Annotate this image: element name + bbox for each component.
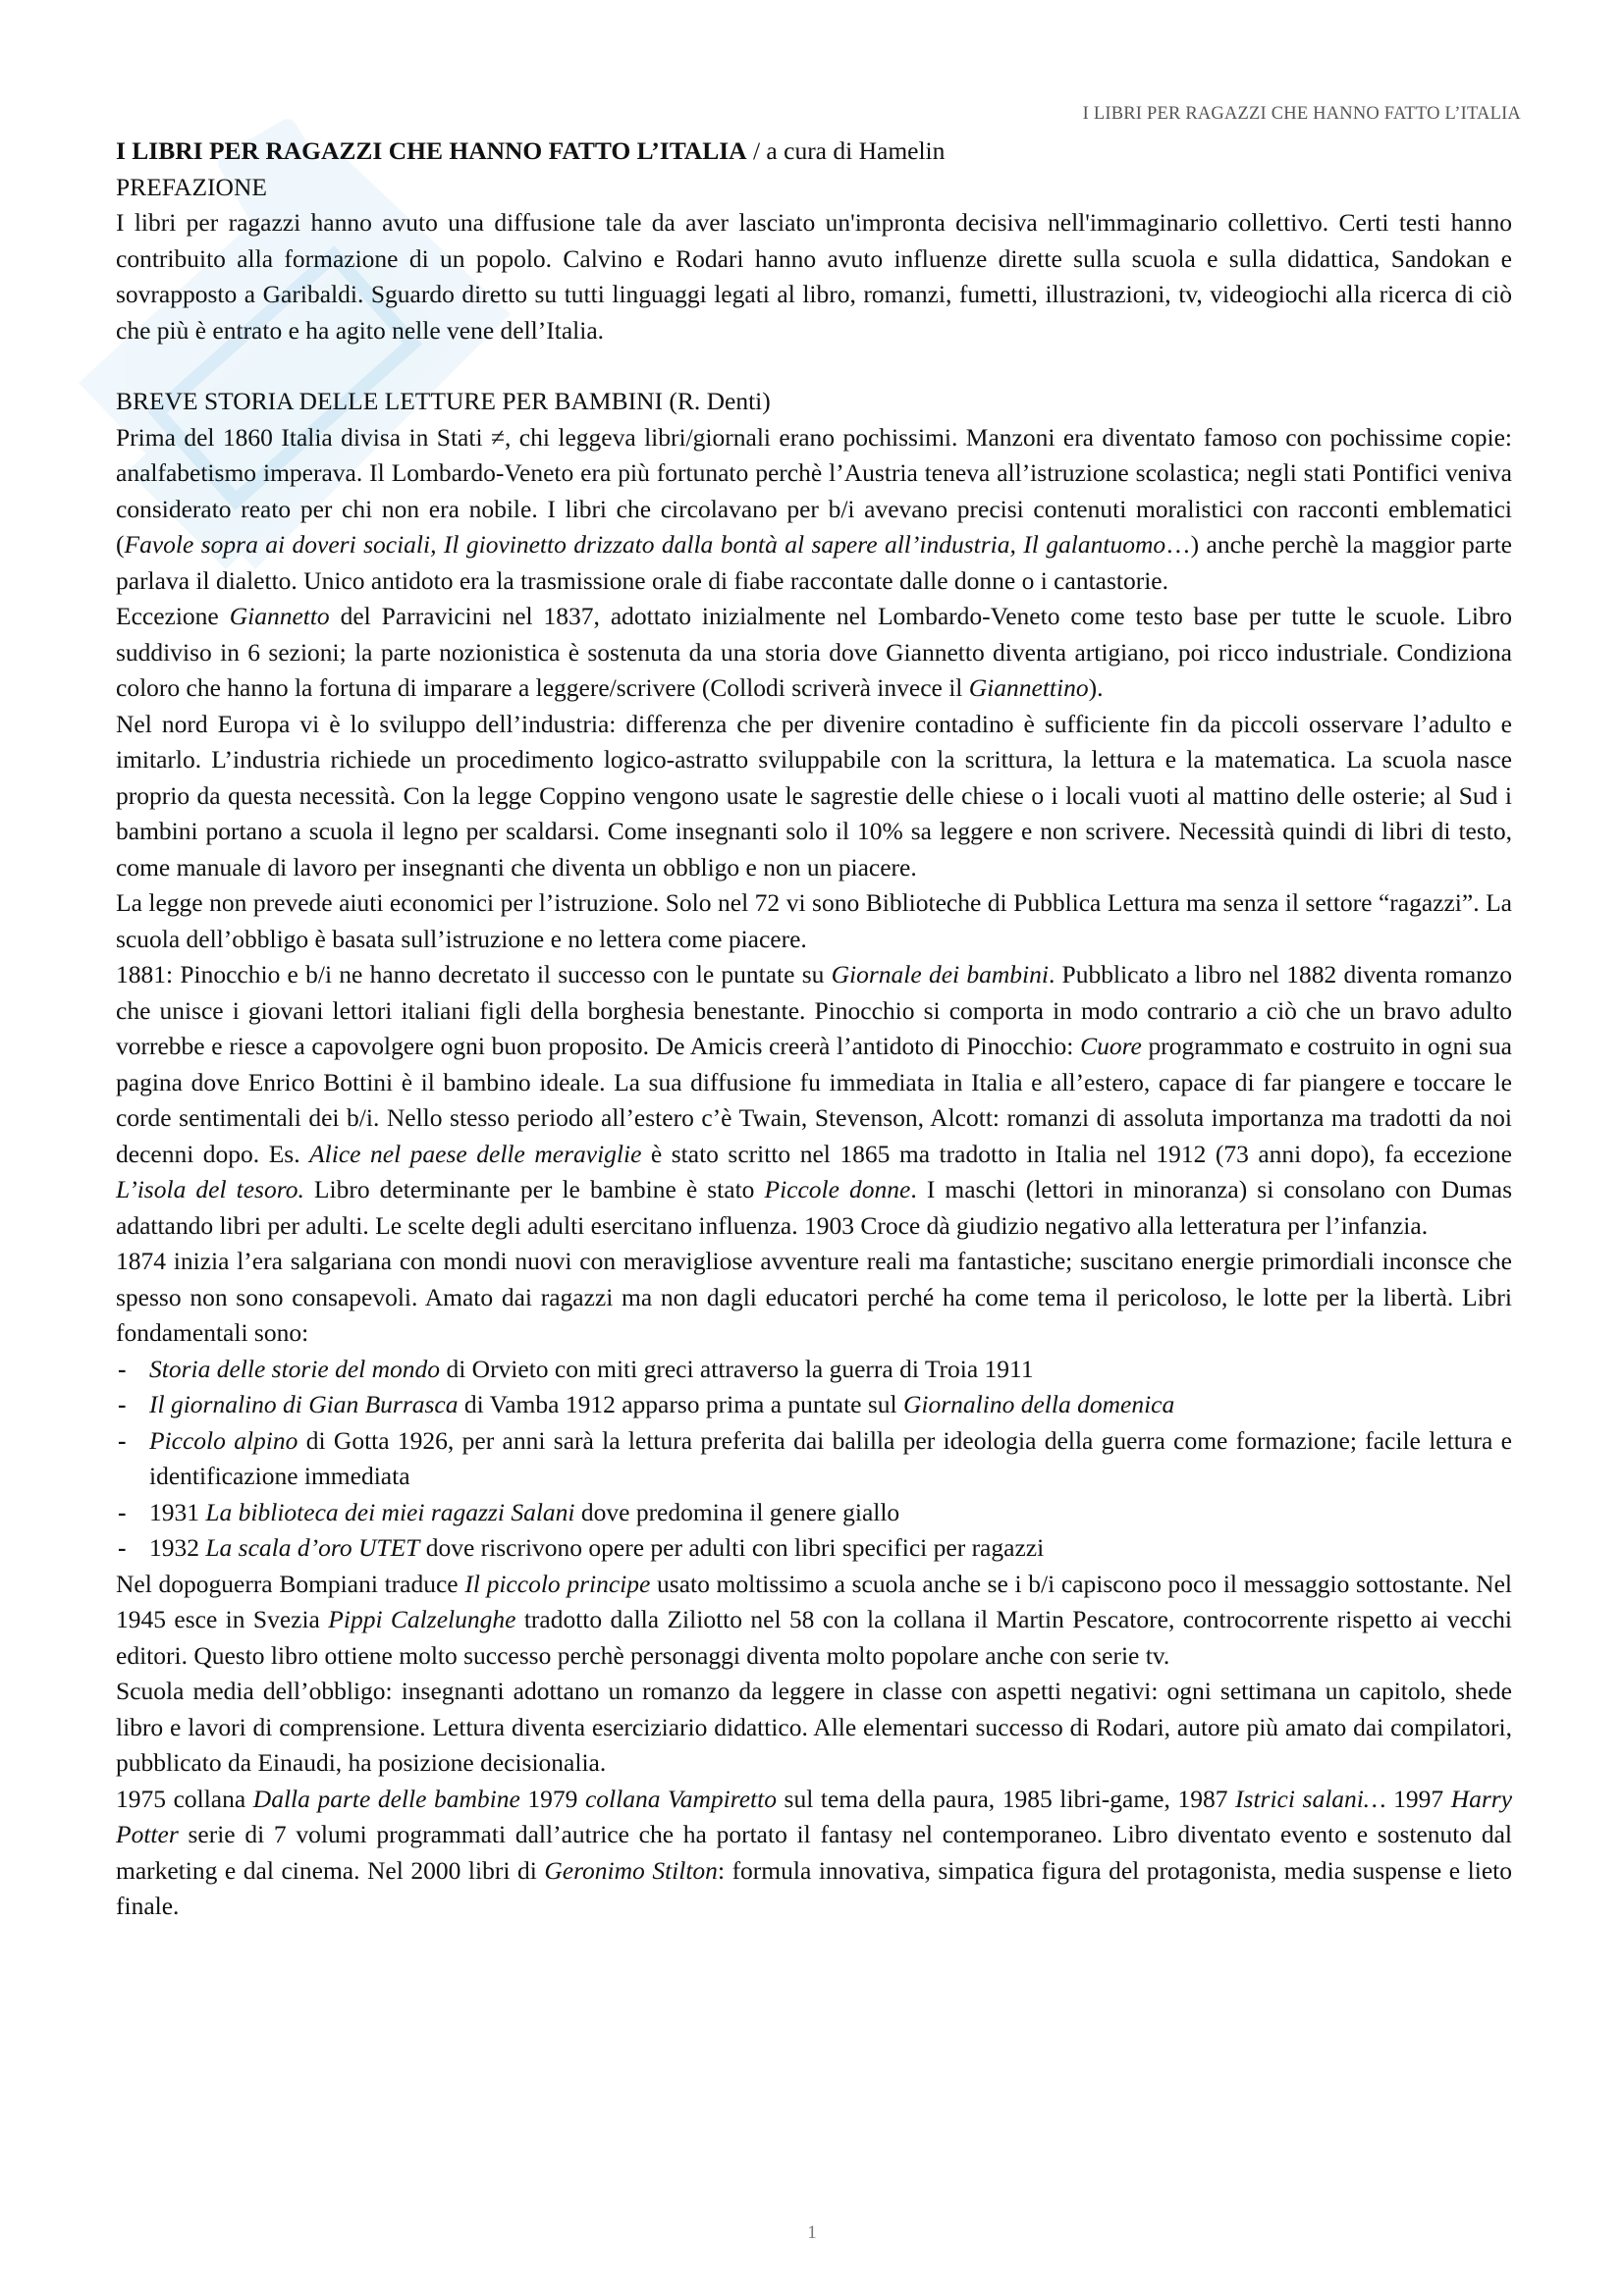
history-paragraph-9: 1975 collana Dalla parte delle bambine 1979 collana Vampiretto sul tema della paura, 1985 libri-game, 1987 Istrici salani… 1997 Harry Potter serie di 7 volumi programmati dall’autrice che ha portato il fantasy nel contemporaneo. Libro diventato evento e sostenuto dal marketing e dal cinema. Nel 2000 libri di Geronimo Stilton: formula innovativa, simpatica figura del protagonista, media suspense e lieto finale. [116,1784,1513,1920]
history-paragraph-3: Nel nord Europa vi è lo sviluppo dell’industria: differenza che per divenire contadino è sufficiente fin da piccoli osservare l’adulto e imitarlo. L’industria richiede un procedimento logico-astratto sviluppabile con la scrittura, la lettura e la matematica. La scuola nasce proprio da questa necessità. Con la legge Coppino vengono usate le sagrestie delle chiese o i locali vuoti al mattino delle osterie; al Sud i bambini portano a scuola il legno per scaldarsi. Come insegnanti solo il 10% sa leggere e non scrivere. Necessità quindi di libri di testo, come manuale di lavoro per insegnanti che diventa un obbligo e non un piacere. [116,709,1512,881]
document-body [116,133,1512,1925]
history-heading: BREVE STORIA DELLE LETTURE PER BAMBINI (R. Denti) [116,387,771,415]
preface-paragraph: I libri per ragazzi hanno avuto una diffusione tale da aver lasciato un'impronta decisiva nell'immaginario collettivo. Certi testi hanno contribuito alla formazione di un popolo. Calvino e Rodari hanno avuto influenze dirette sulla scuola e sulla didattica, Sandokan e sovrapposto a Garibaldi. Sguardo diretto su tutti linguaggi legati al libro, romanzi, fumetti, illustrazioni, tv, videogiochi alla ricerca di ciò che più è entrato e ha agito nelle vene dell’Italia. [116,208,1512,345]
running-header: I LIBRI PER RAGAZZI CHE HANNO FATTO L’ITALIA [1082,104,1521,124]
history-paragraph-7: Nel dopoguerra Bompiani traduce Il piccolo principe usato moltissimo a scuola anche se i b/i capiscono poco il messaggio sottostante. Nel 1945 esce in Svezia Pippi Calzelunghe tradotto dalla Ziliotto nel 58 con la collana il Martin Pescatore, controcorrente rispetto ai vecchi editori. Questo libro ottiene molto successo perchè personaggi diventa molto popolare anche con serie tv. [116,1569,1513,1670]
title-editor: / a cura di Hamelin [746,136,946,165]
history-paragraph-5: 1881: Pinocchio e b/i ne hanno decretato il successo con le puntate su Giornale dei bambini. Pubblicato a libro nel 1882 diventa romanzo che unisce i giovani lettori italiani figli della borghesia benestante. Pinocchio si comporta in modo contrario a ciò che un bravo adulto vorrebbe e riesce a capovolgere ogni buon proposito. De Amicis creerà l’antidoto di Pinocchio: Cuore programmato e costruito in ogni sua pagina dove Enrico Bottini è il bambino ideale. La sua diffusione fu immediata in Italia e all’estero, capace di far piangere e toccare le corde sentimentali dei b/i. Nello stesso periodo all’estero c’è Twain, Stevenson, Alcott: romanzi di assoluta importanza ma tradotti da noi decenni dopo. Es. Alice nel paese delle meraviglie è stato scritto nel 1865 ma tradotto in Italia nel 1912 (73 anni dopo), fa eccezione L’isola del tesoro. Libro determinante per le bambine è stato Piccole donne. I maschi (lettori in minoranza) si consolano con Dumas adattando libri per adulti. Le scelte degli adulti esercitano influenza. 1903 Croce dà giudizio negativo alla letteratura per l’infanzia. [116,960,1512,1240]
preface-heading: PREFAZIONE [116,172,267,201]
document-title [116,133,1512,170]
list-item: - 1932 La scala d’oro UTET dove riscrivono opere per adulti con libri specifici per ragazzi [116,1530,1512,1567]
history-paragraph-1: Prima del 1860 Italia divisa in Stati ≠, chi leggeva libri/giornali erano pochissimi. Manzoni era diventato famoso con pochissime copie: analfabetismo imperava. Il Lombardo-Veneto era più fortunato perchè l’Austria teneva all’istruzione scolastica; negli stati Pontifici veniva considerato reato per chi non era nobile. I libri che circolavano per b/i avevano precisi contenuti moralistici con racconti emblematici (Favole sopra ai doveri sociali, Il giovinetto drizzato dalla bontà al sapere all’industria, Il galantuomo…) anche perchè la maggior parte parlava il dialetto. Unico antidoto era la trasmissione orale di fiabe raccontate dalle donne o i cantastorie. [116,422,1512,595]
history-paragraph-6: 1874 inizia l’era salgariana con mondi nuovi con meravigliose avventure reali ma fantastiche; suscitano energie primordiali inconsce che spesso non sono consapevoli. Amato dai ragazzi ma non dagli educatori perché ha come tema il pericoloso, le lotte per la libertà. Libri fondamentali sono: [116,1247,1512,1347]
dash-bullet: - [118,1390,127,1418]
title-main: I LIBRI PER RAGAZZI CHE HANNO FATTO L’ITALIA [116,136,747,165]
dash-bullet: - [118,1497,127,1526]
dash-bullet: - [118,1354,127,1383]
book-list [116,1352,1512,1567]
list-item: - Storia delle storie del mondo di Orvieto con miti greci attraverso la guerra di Troia 1911 [116,1352,1512,1388]
history-paragraph-4: La legge non prevede aiuti economici per l’istruzione. Solo nel 72 vi sono Biblioteche di Pubblica Lettura ma senza il settore “ragazzi”. La scuola dell’obbligo è basata sull’istruzione e no lettera come piacere. [116,888,1512,953]
section-gap [116,348,1512,384]
list-item: - 1931 La biblioteca dei miei ragazzi Salani dove predomina il genere giallo [116,1495,1512,1531]
dash-bullet: - [118,1425,127,1455]
dash-bullet: - [118,1533,127,1562]
page-number: 1 [807,2222,817,2243]
list-item: - Piccolo alpino di Gotta 1926, per anni sarà la lettura preferita dai balilla per ideologia della guerra come formazione; facile lettura e identificazione immediata [116,1423,1512,1495]
history-paragraph-2: Eccezione Giannetto del Parravicini nel 1837, adottato inizialmente nel Lombardo-Veneto come testo base per tutte le scuole. Libro suddiviso in 6 sezioni; la parte nozionistica è sostenuta da una storia dove Giannetto diventa artigiano, poi ricco industriale. Condiziona coloro che hanno la fortuna di imparare a leggere/scrivere (Collodi scriverà invece il Giannettino). [116,602,1512,702]
list-item: - Il giornalino di Gian Burrasca di Vamba 1912 apparso prima a puntate sul Giornalino della domenica [116,1387,1512,1423]
history-paragraph-8: Scuola media dell’obbligo: insegnanti adottano un romanzo da leggere in classe con aspetti negativi: ogni settimana un capitolo, shede libro e lavori di comprensione. Lettura diventa eserciziario didattico. Alle elementari successo di Rodari, autore più amato dai compilatori, pubblicato da Einaudi, ha posizione decisionalia. [116,1677,1512,1777]
